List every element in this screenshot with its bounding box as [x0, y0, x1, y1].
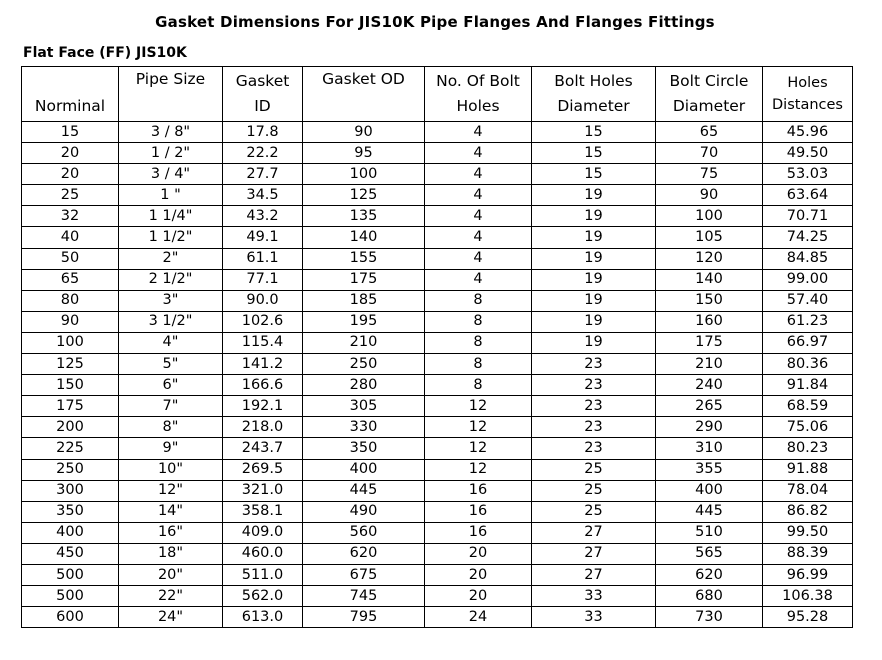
cell-gasket-id: 27.7	[223, 164, 303, 185]
cell-gasket-od: 195	[303, 311, 425, 332]
table-row	[22, 396, 853, 417]
table-row	[22, 227, 853, 248]
cell-holes-distance: 61.23	[763, 311, 853, 332]
cell-holes-distance: 95.28	[763, 607, 853, 628]
header-bolt-circle-line1: Bolt Circle	[669, 72, 749, 90]
cell-pipe-size: 3 / 8"	[119, 122, 223, 143]
cell-hole-diameter: 23	[532, 354, 656, 375]
cell-hole-diameter: 33	[532, 586, 656, 607]
table-row	[22, 501, 853, 522]
cell-nominal: 500	[22, 564, 119, 585]
cell-bolt-holes: 4	[425, 248, 532, 269]
header-gasket-od-label: Gasket OD	[322, 70, 405, 88]
cell-holes-distance: 70.71	[763, 206, 853, 227]
cell-nominal: 250	[22, 459, 119, 480]
cell-nominal: 450	[22, 543, 119, 564]
cell-bolt-circle: 75	[656, 164, 763, 185]
cell-gasket-od: 305	[303, 396, 425, 417]
cell-gasket-od: 795	[303, 607, 425, 628]
cell-gasket-od: 125	[303, 185, 425, 206]
cell-nominal: 100	[22, 332, 119, 353]
cell-hole-diameter: 25	[532, 480, 656, 501]
cell-pipe-size: 3"	[119, 290, 223, 311]
cell-bolt-circle: 290	[656, 417, 763, 438]
page-title: Gasket Dimensions For JIS10K Pipe Flanges And Flanges Fittings	[155, 13, 715, 31]
cell-bolt-circle: 565	[656, 543, 763, 564]
cell-gasket-id: 102.6	[223, 311, 303, 332]
cell-bolt-holes: 8	[425, 290, 532, 311]
cell-pipe-size: 1 / 2"	[119, 143, 223, 164]
cell-gasket-od: 210	[303, 332, 425, 353]
cell-bolt-holes: 4	[425, 164, 532, 185]
cell-bolt-holes: 4	[425, 122, 532, 143]
cell-holes-distance: 80.23	[763, 438, 853, 459]
cell-gasket-id: 269.5	[223, 459, 303, 480]
cell-gasket-od: 620	[303, 543, 425, 564]
cell-hole-diameter: 27	[532, 522, 656, 543]
cell-gasket-od: 100	[303, 164, 425, 185]
table-row	[22, 354, 853, 375]
cell-holes-distance: 91.84	[763, 375, 853, 396]
cell-bolt-circle: 445	[656, 501, 763, 522]
cell-holes-distance: 84.85	[763, 248, 853, 269]
cell-pipe-size: 16"	[119, 522, 223, 543]
cell-gasket-od: 135	[303, 206, 425, 227]
cell-gasket-od: 330	[303, 417, 425, 438]
cell-bolt-holes: 12	[425, 396, 532, 417]
cell-bolt-circle: 310	[656, 438, 763, 459]
table-subtitle: Flat Face (FF) JIS10K	[23, 45, 187, 61]
cell-gasket-od: 745	[303, 586, 425, 607]
cell-gasket-od: 155	[303, 248, 425, 269]
header-gasket-id-line2: ID	[254, 97, 271, 115]
cell-holes-distance: 74.25	[763, 227, 853, 248]
table-row	[22, 290, 853, 311]
cell-bolt-circle: 160	[656, 311, 763, 332]
cell-bolt-holes: 4	[425, 185, 532, 206]
cell-bolt-circle: 70	[656, 143, 763, 164]
table-row	[22, 564, 853, 585]
cell-pipe-size: 2"	[119, 248, 223, 269]
cell-holes-distance: 66.97	[763, 332, 853, 353]
cell-bolt-holes: 20	[425, 564, 532, 585]
table-row	[22, 122, 853, 143]
cell-gasket-id: 409.0	[223, 522, 303, 543]
cell-gasket-od: 95	[303, 143, 425, 164]
cell-bolt-circle: 240	[656, 375, 763, 396]
cell-gasket-od: 280	[303, 375, 425, 396]
header-gasket-id-line1: Gasket	[235, 72, 290, 90]
table-row	[22, 311, 853, 332]
table-row	[22, 164, 853, 185]
table-row	[22, 143, 853, 164]
table-row	[22, 248, 853, 269]
cell-gasket-id: 90.0	[223, 290, 303, 311]
table-row	[22, 459, 853, 480]
header-bolt-holes	[425, 67, 532, 122]
cell-hole-diameter: 23	[532, 438, 656, 459]
cell-hole-diameter: 19	[532, 332, 656, 353]
table-row	[22, 543, 853, 564]
cell-hole-diameter: 19	[532, 269, 656, 290]
header-hole-diameter-line2: Diameter	[557, 97, 630, 115]
cell-bolt-holes: 16	[425, 501, 532, 522]
cell-hole-diameter: 23	[532, 375, 656, 396]
cell-bolt-holes: 4	[425, 143, 532, 164]
cell-bolt-circle: 105	[656, 227, 763, 248]
cell-hole-diameter: 15	[532, 143, 656, 164]
cell-gasket-id: 22.2	[223, 143, 303, 164]
header-holes-distances-line2: Distances	[772, 97, 843, 113]
cell-pipe-size: 20"	[119, 564, 223, 585]
cell-bolt-circle: 120	[656, 248, 763, 269]
table-body	[22, 122, 853, 628]
cell-gasket-id: 34.5	[223, 185, 303, 206]
cell-pipe-size: 6"	[119, 375, 223, 396]
table-row	[22, 522, 853, 543]
cell-gasket-id: 61.1	[223, 248, 303, 269]
cell-nominal: 40	[22, 227, 119, 248]
cell-gasket-od: 560	[303, 522, 425, 543]
table-row	[22, 417, 853, 438]
cell-hole-diameter: 33	[532, 607, 656, 628]
cell-nominal: 200	[22, 417, 119, 438]
cell-holes-distance: 99.00	[763, 269, 853, 290]
cell-pipe-size: 24"	[119, 607, 223, 628]
cell-bolt-holes: 8	[425, 332, 532, 353]
cell-pipe-size: 2 1/2"	[119, 269, 223, 290]
cell-pipe-size: 1 "	[119, 185, 223, 206]
cell-gasket-od: 675	[303, 564, 425, 585]
cell-pipe-size: 18"	[119, 543, 223, 564]
cell-pipe-size: 8"	[119, 417, 223, 438]
cell-gasket-id: 562.0	[223, 586, 303, 607]
cell-bolt-circle: 150	[656, 290, 763, 311]
cell-bolt-holes: 16	[425, 522, 532, 543]
cell-gasket-od: 445	[303, 480, 425, 501]
cell-pipe-size: 5"	[119, 354, 223, 375]
cell-holes-distance: 106.38	[763, 586, 853, 607]
cell-bolt-holes: 8	[425, 375, 532, 396]
cell-holes-distance: 78.04	[763, 480, 853, 501]
gasket-dimensions-table	[21, 66, 853, 628]
cell-holes-distance: 88.39	[763, 543, 853, 564]
table-row	[22, 586, 853, 607]
cell-bolt-circle: 620	[656, 564, 763, 585]
cell-gasket-od: 350	[303, 438, 425, 459]
cell-hole-diameter: 23	[532, 417, 656, 438]
cell-gasket-id: 613.0	[223, 607, 303, 628]
cell-holes-distance: 91.88	[763, 459, 853, 480]
cell-gasket-id: 243.7	[223, 438, 303, 459]
cell-nominal: 400	[22, 522, 119, 543]
cell-gasket-id: 192.1	[223, 396, 303, 417]
cell-holes-distance: 96.99	[763, 564, 853, 585]
header-bolt-holes-line2: Holes	[456, 97, 500, 115]
cell-hole-diameter: 15	[532, 164, 656, 185]
cell-bolt-circle: 265	[656, 396, 763, 417]
cell-bolt-holes: 20	[425, 586, 532, 607]
table-row	[22, 607, 853, 628]
cell-gasket-od: 140	[303, 227, 425, 248]
cell-bolt-circle: 680	[656, 586, 763, 607]
cell-pipe-size: 12"	[119, 480, 223, 501]
cell-gasket-id: 77.1	[223, 269, 303, 290]
cell-gasket-id: 166.6	[223, 375, 303, 396]
cell-pipe-size: 10"	[119, 459, 223, 480]
cell-hole-diameter: 15	[532, 122, 656, 143]
header-pipe-size	[119, 67, 223, 122]
cell-nominal: 600	[22, 607, 119, 628]
cell-bolt-holes: 4	[425, 269, 532, 290]
cell-hole-diameter: 27	[532, 564, 656, 585]
table-row	[22, 206, 853, 227]
header-nominal-label: Norminal	[34, 97, 106, 115]
cell-bolt-circle: 210	[656, 354, 763, 375]
cell-gasket-id: 17.8	[223, 122, 303, 143]
cell-hole-diameter: 19	[532, 290, 656, 311]
cell-bolt-holes: 12	[425, 459, 532, 480]
cell-bolt-circle: 175	[656, 332, 763, 353]
cell-bolt-circle: 140	[656, 269, 763, 290]
header-pipe-size-label: Pipe Size	[135, 70, 206, 88]
cell-pipe-size: 3 / 4"	[119, 164, 223, 185]
header-holes-distances-line1: Holes	[787, 75, 828, 91]
cell-hole-diameter: 23	[532, 396, 656, 417]
cell-bolt-circle: 355	[656, 459, 763, 480]
table-header-row	[22, 67, 853, 122]
cell-gasket-id: 43.2	[223, 206, 303, 227]
cell-pipe-size: 7"	[119, 396, 223, 417]
cell-gasket-id: 321.0	[223, 480, 303, 501]
table-row	[22, 332, 853, 353]
cell-hole-diameter: 19	[532, 206, 656, 227]
table-row	[22, 480, 853, 501]
cell-nominal: 50	[22, 248, 119, 269]
cell-pipe-size: 9"	[119, 438, 223, 459]
table-row	[22, 375, 853, 396]
cell-bolt-holes: 4	[425, 206, 532, 227]
cell-nominal: 150	[22, 375, 119, 396]
cell-pipe-size: 1 1/4"	[119, 206, 223, 227]
cell-bolt-circle: 65	[656, 122, 763, 143]
cell-pipe-size: 4"	[119, 332, 223, 353]
cell-holes-distance: 68.59	[763, 396, 853, 417]
cell-holes-distance: 57.40	[763, 290, 853, 311]
header-holes-distances	[763, 67, 853, 122]
header-nominal	[22, 67, 119, 122]
header-bolt-holes-line1: No. Of Bolt	[436, 72, 520, 90]
cell-nominal: 15	[22, 122, 119, 143]
cell-holes-distance: 53.03	[763, 164, 853, 185]
cell-pipe-size: 22"	[119, 586, 223, 607]
cell-holes-distance: 49.50	[763, 143, 853, 164]
cell-nominal: 500	[22, 586, 119, 607]
cell-bolt-circle: 400	[656, 480, 763, 501]
cell-holes-distance: 63.64	[763, 185, 853, 206]
cell-bolt-holes: 8	[425, 311, 532, 332]
cell-holes-distance: 80.36	[763, 354, 853, 375]
cell-gasket-od: 175	[303, 269, 425, 290]
header-gasket-od	[303, 67, 425, 122]
cell-nominal: 225	[22, 438, 119, 459]
table-row	[22, 185, 853, 206]
cell-gasket-id: 511.0	[223, 564, 303, 585]
table-row	[22, 438, 853, 459]
cell-hole-diameter: 19	[532, 185, 656, 206]
cell-gasket-od: 185	[303, 290, 425, 311]
cell-pipe-size: 1 1/2"	[119, 227, 223, 248]
cell-holes-distance: 45.96	[763, 122, 853, 143]
cell-nominal: 90	[22, 311, 119, 332]
cell-bolt-holes: 12	[425, 438, 532, 459]
cell-hole-diameter: 27	[532, 543, 656, 564]
cell-hole-diameter: 19	[532, 248, 656, 269]
cell-gasket-id: 358.1	[223, 501, 303, 522]
cell-nominal: 300	[22, 480, 119, 501]
cell-gasket-id: 141.2	[223, 354, 303, 375]
cell-gasket-od: 250	[303, 354, 425, 375]
cell-nominal: 65	[22, 269, 119, 290]
cell-bolt-circle: 90	[656, 185, 763, 206]
cell-nominal: 20	[22, 143, 119, 164]
cell-nominal: 125	[22, 354, 119, 375]
cell-bolt-circle: 100	[656, 206, 763, 227]
cell-pipe-size: 3 1/2"	[119, 311, 223, 332]
cell-bolt-holes: 12	[425, 417, 532, 438]
header-hole-diameter-line1: Bolt Holes	[554, 72, 633, 90]
cell-nominal: 32	[22, 206, 119, 227]
cell-nominal: 25	[22, 185, 119, 206]
cell-holes-distance: 86.82	[763, 501, 853, 522]
cell-hole-diameter: 25	[532, 459, 656, 480]
cell-nominal: 175	[22, 396, 119, 417]
cell-bolt-circle: 510	[656, 522, 763, 543]
cell-hole-diameter: 25	[532, 501, 656, 522]
cell-gasket-id: 218.0	[223, 417, 303, 438]
cell-holes-distance: 99.50	[763, 522, 853, 543]
header-gasket-id	[223, 67, 303, 122]
cell-gasket-od: 400	[303, 459, 425, 480]
cell-holes-distance: 75.06	[763, 417, 853, 438]
cell-gasket-od: 90	[303, 122, 425, 143]
cell-bolt-holes: 20	[425, 543, 532, 564]
cell-hole-diameter: 19	[532, 227, 656, 248]
cell-nominal: 350	[22, 501, 119, 522]
header-bolt-circle-line2: Diameter	[672, 97, 746, 115]
cell-bolt-holes: 4	[425, 227, 532, 248]
cell-bolt-holes: 16	[425, 480, 532, 501]
cell-bolt-holes: 24	[425, 607, 532, 628]
cell-pipe-size: 14"	[119, 501, 223, 522]
header-hole-diameter	[532, 67, 656, 122]
cell-hole-diameter: 19	[532, 311, 656, 332]
cell-gasket-id: 460.0	[223, 543, 303, 564]
cell-nominal: 20	[22, 164, 119, 185]
table-row	[22, 269, 853, 290]
cell-nominal: 80	[22, 290, 119, 311]
cell-gasket-id: 49.1	[223, 227, 303, 248]
header-bolt-circle	[656, 67, 763, 122]
cell-bolt-circle: 730	[656, 607, 763, 628]
cell-bolt-holes: 8	[425, 354, 532, 375]
cell-gasket-od: 490	[303, 501, 425, 522]
cell-gasket-id: 115.4	[223, 332, 303, 353]
